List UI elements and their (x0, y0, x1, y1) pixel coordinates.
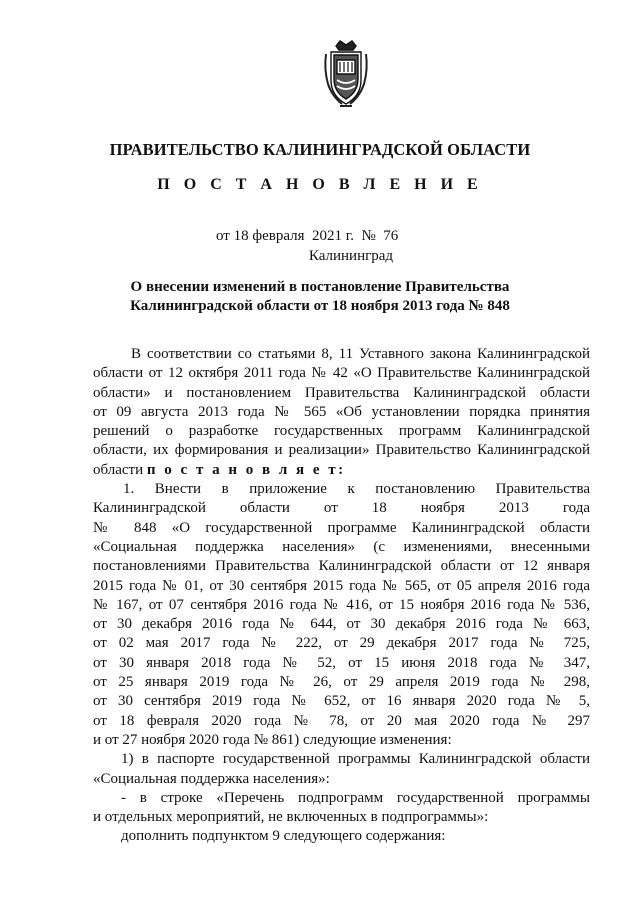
body-line: Калининградской области от 18 ноября 2013 года (93, 500, 590, 517)
body-line: 2015 года № 01, от 30 сентября 2015 года № 565, от 05 апреля 2016 года (93, 577, 590, 594)
body-line: - в строке «Перечень подпрограмм государственной программы (121, 789, 590, 806)
body-line: и отдельных мероприятий, не включенных в подпрограммы»: (93, 809, 489, 826)
body-line: от 25 января 2019 года № 26, от 29 апреля 2019 года № 298, (93, 674, 590, 691)
body-line: № 848 «О государственной программе Калининградской области (93, 519, 590, 536)
coat-of-arms-emblem (322, 40, 370, 110)
body-line-text: области (93, 461, 144, 478)
body-line: 1. Внести в приложение к постановлению Правительства (123, 481, 590, 498)
resolves-word: п о с т а н о в л я е т: (146, 461, 346, 478)
body-line: 1) в паспорте государственной программы Калининградской области (121, 751, 590, 768)
body-line: от 30 сентября 2019 года № 652, от 16 января 2020 года № 5, (93, 693, 590, 710)
body-line: «Социальная поддержка населения»: (93, 770, 330, 787)
body-line (93, 461, 590, 480)
document-body (93, 345, 590, 847)
document-type: П О С Т А Н О В Л Е Н И Е (157, 176, 483, 193)
body-line: области» и постановлением Правительства Калининградской области (93, 384, 590, 401)
date-number-line: от 18 февраля 2021 г. № 76 (216, 228, 399, 244)
body-line: от 18 февраля 2020 года № 78, от 20 мая 2020 года № 297 (93, 712, 590, 729)
body-line: постановлениями Правительства Калининградской области от 12 января (93, 558, 590, 575)
city-name: Калининград (308, 248, 394, 264)
body-line: области от 12 октября 2011 года № 42 «О Правительстве Калининградской (93, 365, 590, 382)
body-line: области, их формирования и реализации» Правительство Калининградской (93, 442, 590, 459)
document-title (90, 278, 550, 316)
body-line: № 167, от 07 сентября 2016 года № 416, от 15 ноября 2016 года № 536, (93, 596, 590, 613)
organization-name: ПРАВИТЕЛЬСТВО КАЛИНИНГРАДСКОЙ ОБЛАСТИ (109, 140, 531, 159)
body-line: от 02 мая 2017 года № 222, от 29 декабря 2017 года № 725, (93, 635, 590, 652)
title-line: О внесении изменений в постановление Правительства (130, 279, 510, 295)
title-line: Калининградской области от 18 ноября 2013 года № 848 (130, 298, 510, 314)
body-line: от 30 января 2018 года № 52, от 15 июня 2018 года № 347, (93, 654, 590, 671)
body-line: от 30 декабря 2016 года № 644, от 30 декабря 2016 года № 663, (93, 616, 590, 633)
body-line: решений о разработке государственных программ Калининградской (93, 423, 590, 440)
body-line: «Социальная поддержка населения» (с изменениями, внесенными (93, 538, 590, 555)
body-line: от 09 августа 2013 года № 565 «Об установлении порядка принятия (93, 403, 590, 420)
body-line: В соответствии со статьями 8, 11 Уставного закона Калининградской (131, 346, 590, 362)
body-line: дополнить подпунктом 9 следующего содержания: (121, 828, 446, 845)
body-line: и от 27 ноября 2020 года № 861) следующие изменения: (93, 731, 452, 748)
